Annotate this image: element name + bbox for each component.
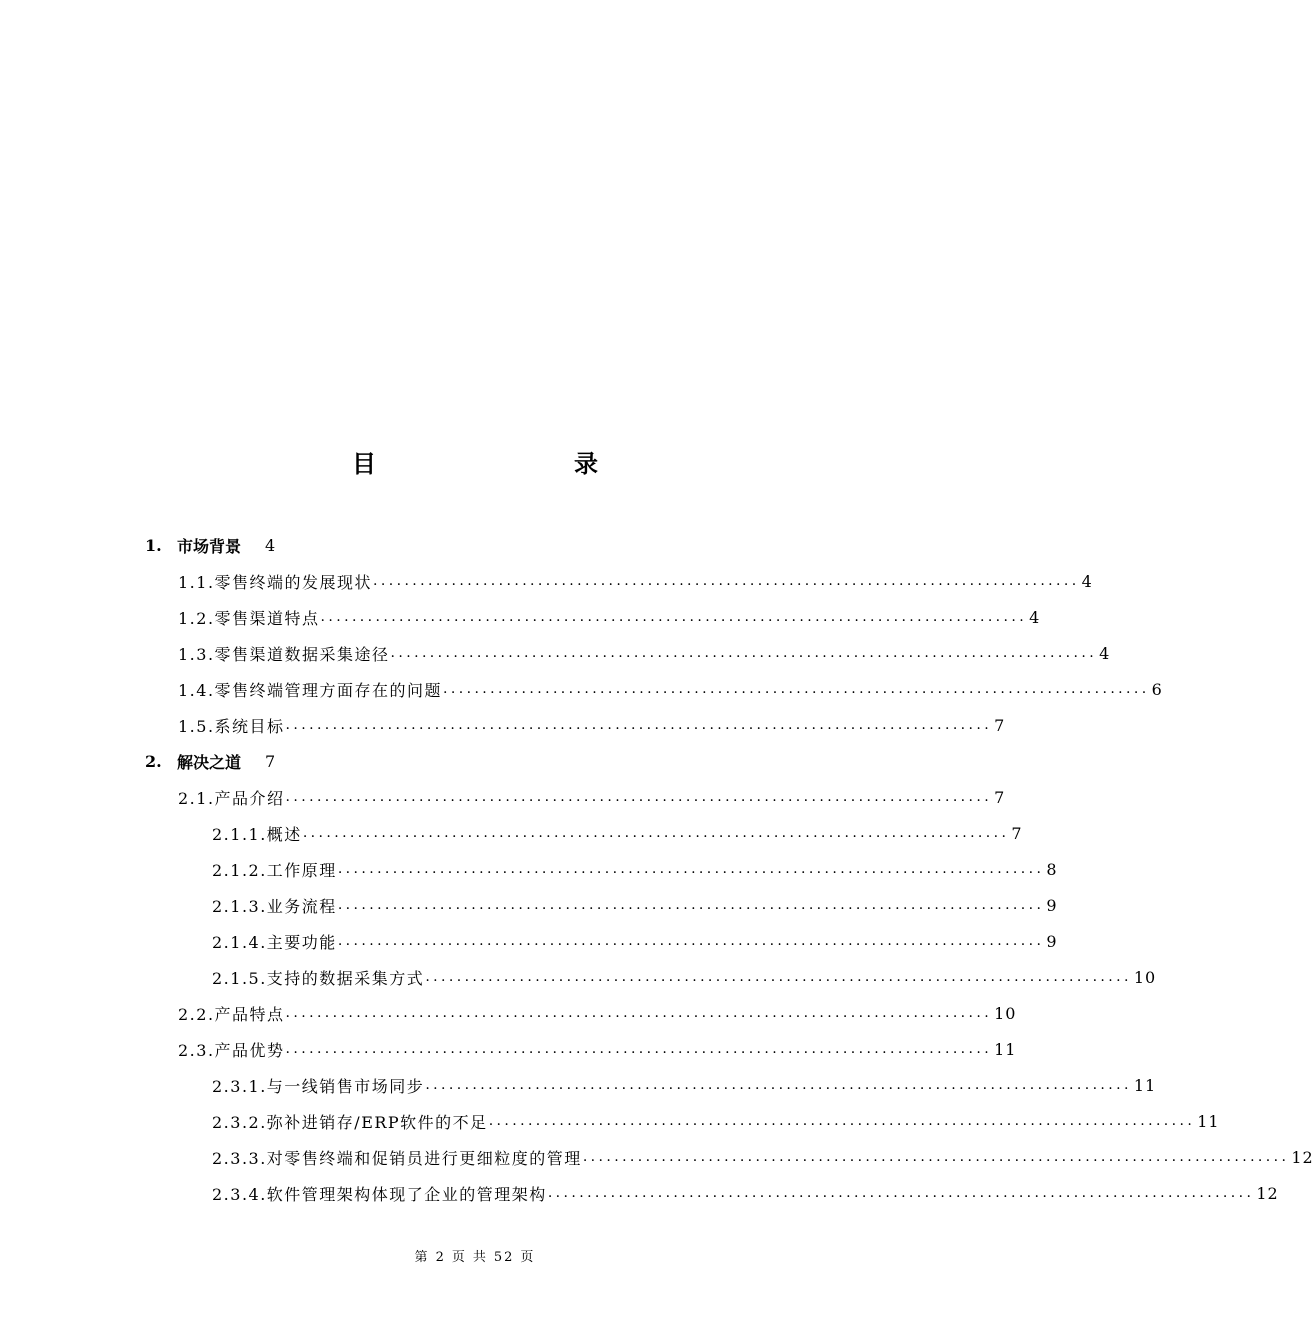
toc-entry-page: 9 — [1046, 895, 1058, 915]
toc-entry-page: 11 — [1197, 1111, 1220, 1131]
toc-entry-label: 2.1.3.业务流程 — [212, 896, 337, 916]
toc-entry-page: 4 — [1029, 607, 1041, 627]
toc-entry-label: 2.1.4.主要功能 — [212, 932, 337, 952]
toc-entry-2-1-4[interactable] — [212, 926, 1058, 956]
dot-leader: .......................................................................................... — [488, 1113, 1196, 1129]
toc-entry-page: 12 — [1291, 1147, 1314, 1167]
toc-entry-label: 2.3.产品优势 — [178, 1040, 285, 1060]
toc-entry-2-2[interactable] — [178, 998, 1017, 1028]
dot-leader: .......................................................................................... — [337, 861, 1045, 877]
toc-entry-2-1-1[interactable] — [212, 818, 1023, 848]
footer-total-pages: 52 — [493, 1250, 515, 1265]
toc-entry-section-1[interactable] — [145, 530, 275, 560]
toc-entry-label: 1.1.零售终端的发展现状 — [178, 572, 373, 592]
toc-entry-page: 7 — [265, 751, 276, 771]
dot-leader: .......................................................................................... — [373, 573, 1080, 589]
dot-leader: .......................................................................................... — [285, 789, 993, 805]
toc-entry-page: 4 — [1099, 643, 1111, 663]
footer-suffix: 页 — [520, 1250, 536, 1265]
toc-entry-label: 1.2.零售渠道特点 — [178, 608, 320, 628]
toc-entry-label: 2.2.产品特点 — [178, 1004, 285, 1024]
toc-entry-label: 解决之道 — [177, 752, 242, 772]
footer-total-word: 共 — [472, 1250, 488, 1265]
toc-entry-label: 2.1.2.工作原理 — [212, 860, 337, 880]
toc-entry-label: 2.1.产品介绍 — [178, 788, 285, 808]
dot-leader: .......................................................................................... — [582, 1149, 1290, 1165]
toc-entry-label: 2.3.1.与一线销售市场同步 — [212, 1076, 425, 1096]
toc-entry-1-5[interactable] — [178, 710, 1006, 740]
toc-entry-label: 2.3.2.弥补进销存/ERP软件的不足 — [212, 1112, 488, 1132]
toc-entry-page: 7 — [994, 715, 1006, 735]
toc-entry-1-3[interactable] — [178, 638, 1111, 668]
toc-entry-label: 2.1.5.支持的数据采集方式 — [212, 968, 425, 988]
toc-entry-page: 4 — [1081, 571, 1093, 591]
dot-leader: .......................................................................................... — [285, 1041, 993, 1057]
toc-entry-label: 1.3.零售渠道数据采集途径 — [178, 644, 390, 664]
dot-leader: .......................................................................................... — [302, 825, 1010, 841]
toc-entry-label: 2.1.1.概述 — [212, 824, 302, 844]
toc-entry-2-3-3[interactable] — [212, 1142, 1314, 1172]
toc-entry-label: 1.5.系统目标 — [178, 716, 285, 736]
toc-entry-label: 市场背景 — [177, 536, 242, 556]
toc-entry-page: 10 — [1133, 967, 1157, 987]
dot-leader: .......................................................................................... — [337, 933, 1045, 949]
toc-entry-1-4[interactable] — [178, 674, 1163, 704]
dot-leader: .......................................................................................... — [425, 969, 1132, 985]
dot-leader: .......................................................................................... — [320, 609, 1028, 625]
toc-entry-2-1-2[interactable] — [212, 854, 1058, 884]
toc-entry-2-3-1[interactable] — [212, 1070, 1157, 1100]
toc-entry-2-3-2[interactable] — [212, 1106, 1220, 1136]
toc-entry-page: 12 — [1256, 1183, 1279, 1203]
toc-entry-label: 2.3.4.软件管理架构体现了企业的管理架构 — [212, 1184, 547, 1204]
toc-entry-page: 6 — [1151, 679, 1163, 699]
toc-entry-page: 9 — [1046, 931, 1058, 951]
toc-entry-2-3[interactable] — [178, 1034, 1017, 1064]
toc-entry-page: 4 — [265, 535, 276, 555]
toc-entry-2-1-5[interactable] — [212, 962, 1157, 992]
toc-entry-page: 7 — [994, 787, 1006, 807]
toc-entry-page: 8 — [1046, 859, 1058, 879]
dot-leader: .......................................................................................... — [337, 897, 1045, 913]
dot-leader: .......................................................................................... — [285, 717, 993, 733]
toc-entry-section-2[interactable] — [145, 746, 275, 776]
toc-entry-number: 2. — [145, 751, 162, 771]
dot-leader: .......................................................................................... — [425, 1077, 1132, 1093]
toc-entry-number: 1. — [145, 535, 162, 555]
dot-leader: .......................................................................................... — [547, 1185, 1255, 1201]
footer-prefix: 第 — [414, 1250, 430, 1265]
toc-entry-page: 11 — [1133, 1075, 1157, 1095]
toc-entry-2-3-4[interactable] — [212, 1178, 1279, 1208]
toc-entry-2-1[interactable] — [178, 782, 1006, 812]
toc-title: 目 录 — [352, 450, 648, 478]
toc-entry-1-2[interactable] — [178, 602, 1041, 632]
toc-entry-page: 10 — [994, 1003, 1017, 1023]
toc-entry-page: 11 — [994, 1039, 1017, 1059]
toc-entry-label: 2.3.3.对零售终端和促销员进行更细粒度的管理 — [212, 1148, 582, 1168]
dot-leader: .......................................................................................... — [390, 645, 1098, 661]
dot-leader: .......................................................................................... — [443, 681, 1150, 697]
toc-entry-label: 1.4.零售终端管理方面存在的问题 — [178, 680, 443, 700]
page-footer — [0, 1246, 950, 1265]
toc-entry-1-1[interactable] — [178, 566, 1093, 596]
dot-leader: .......................................................................................... — [285, 1005, 993, 1021]
footer-current-page: 2 — [435, 1250, 446, 1265]
toc-entry-page: 7 — [1011, 823, 1023, 843]
footer-page-word: 页 — [451, 1250, 467, 1265]
toc-entry-2-1-3[interactable] — [212, 890, 1058, 920]
